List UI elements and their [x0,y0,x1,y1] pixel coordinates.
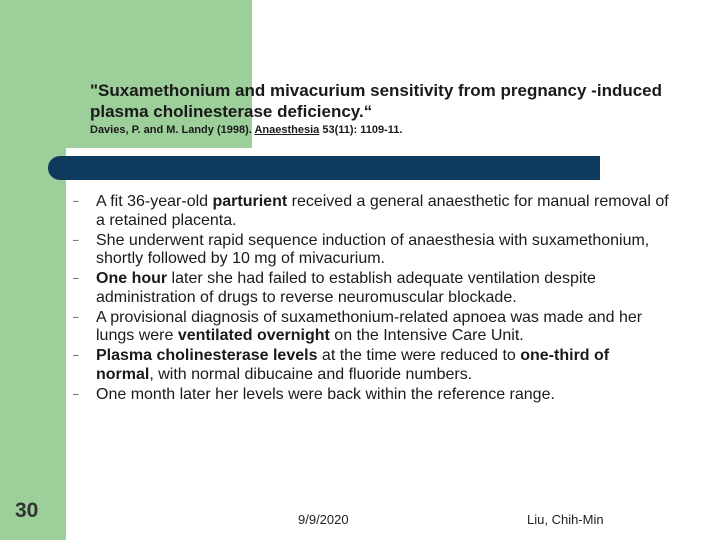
bullet-item [70,193,670,230]
citation-authors: Davies, P. and M. Landy (1998). [90,124,252,136]
bullet-text: One month later her levels were back within the reference range. [96,385,555,403]
bullet-item [70,309,670,346]
footer-date: 9/9/2020 [298,512,349,527]
bullet-dash-icon: – [73,234,79,246]
bullet-item [70,270,670,307]
bullet-dash-icon: – [73,350,79,361]
bullet-item [70,347,670,384]
bullet-text: , with normal dibucaine and fluoride numbers. [149,365,473,383]
slide-title: "Suxamethonium and mivacurium sensitivity from pregnancy -induced plasma cholinesterase deficiency.“ [90,81,663,121]
bullet-dash-icon: – [73,273,79,284]
bullet-text: She underwent rapid sequence induction of anaesthesia with suxamethonium, shortly followed by 10 mg of mivacurium. [96,231,650,267]
bullet-text: at the time were reduced to [317,347,521,364]
bullet-emphasis: parturient [212,193,288,210]
bullet-item [70,386,670,405]
bullet-dash-icon: – [73,311,79,323]
citation-volume-pages: 53(11): 1109-11. [322,124,403,136]
bullet-dash-icon: – [73,196,79,207]
citation [90,124,700,137]
citation-journal-link[interactable]: Anaesthesia [254,124,320,136]
bullet-emphasis: Plasma cholinesterase levels [96,347,318,364]
title-divider-bar [48,156,600,180]
bullet-emphasis: ventilated overnight [177,327,330,344]
bullet-text: on the Intensive Care Unit. [329,327,524,344]
bullet-text: A fit 36-year-old [96,193,213,210]
bullet-text: later she had failed to establish adequate ventilation despite administration of drugs to reverse neuromuscular blockade. [96,270,596,306]
bullet-emphasis: One hour [96,270,168,287]
bullet-dash-icon: – [73,388,79,400]
footer-author: Liu, Chih-Min [527,512,604,527]
decorative-green-strip [0,148,66,540]
bullet-text: A provisional diagnosis of suxamethonium-related apnoea was made and her lungs were [96,308,643,344]
bullet-emphasis: one-third of normal [96,347,610,383]
slide-number: 30 [15,499,39,522]
bullet-list [70,193,670,406]
bullet-text: received a general anaesthetic for manual removal of a retained placenta. [96,193,669,229]
bullet-item [70,232,670,269]
